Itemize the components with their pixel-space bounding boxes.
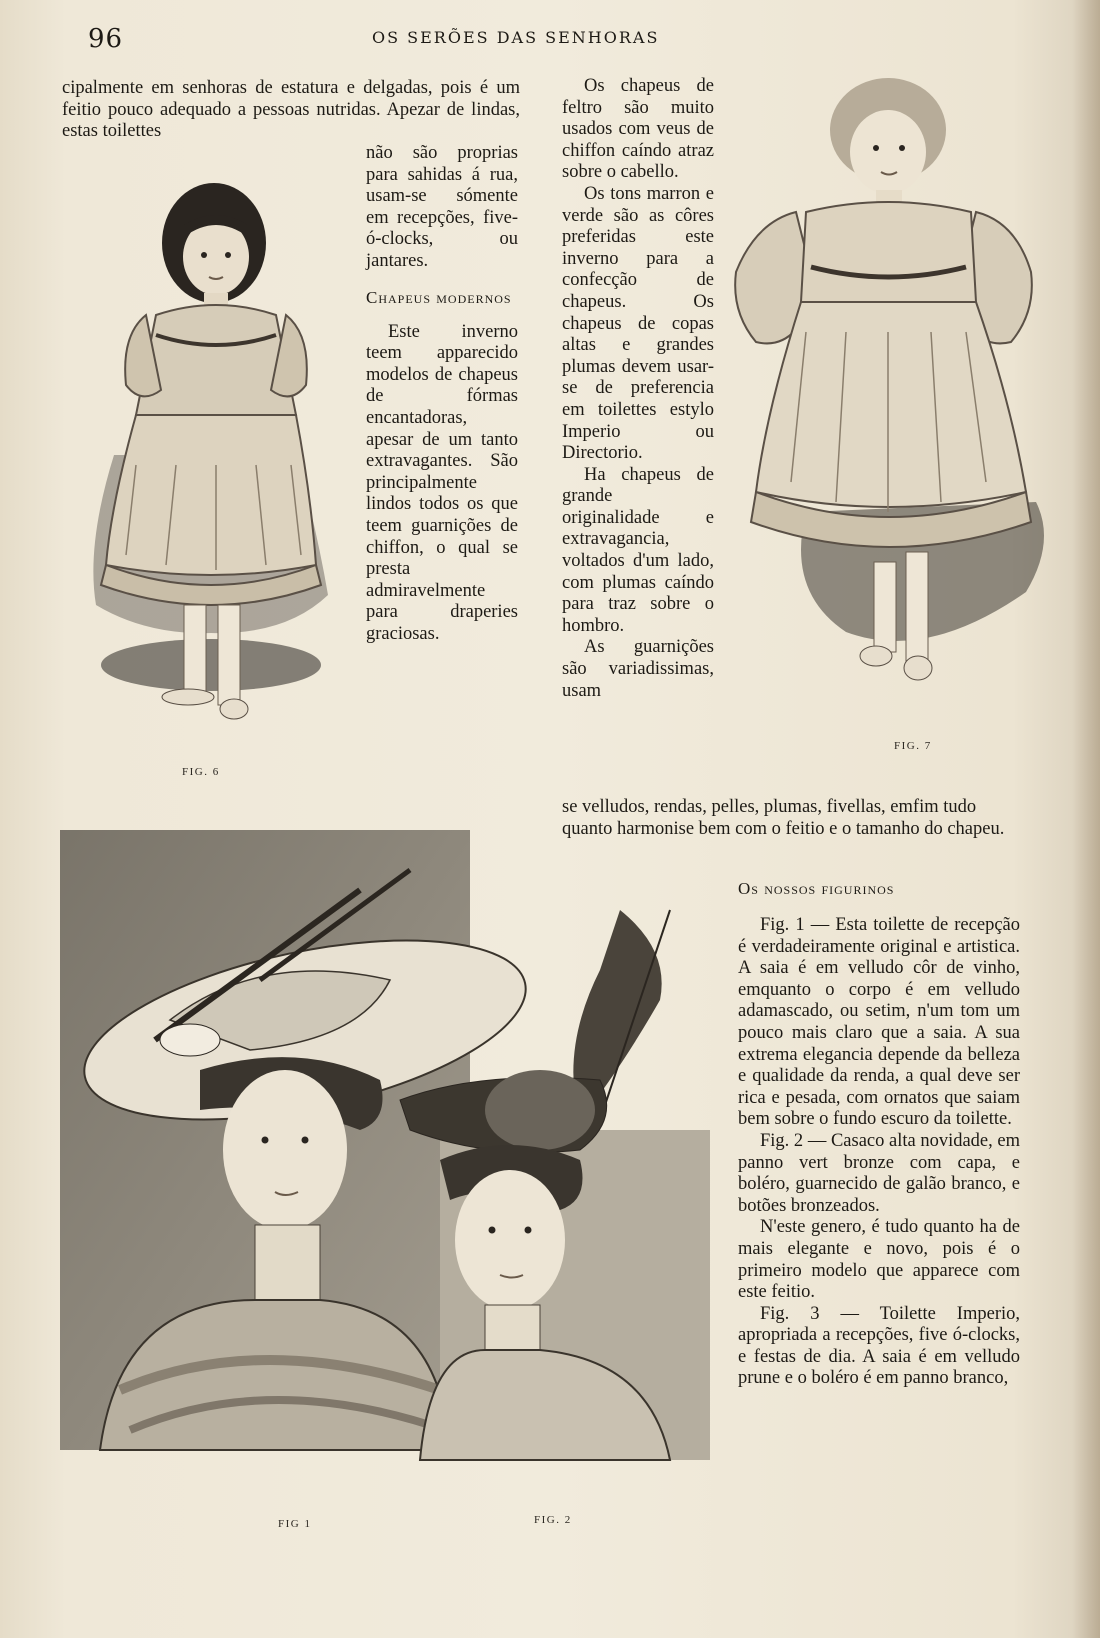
col1-intro-text: [62, 78, 520, 143]
figurinos-paragraph-2: Fig. 2 — Casaco alta novidade, em panno vert bronze com capa, e boléro, guarnecido de galão branco, e botões bronzeados.: [738, 1130, 1020, 1216]
running-header: [0, 22, 1100, 52]
fig1-caption: FIG 1: [278, 1518, 312, 1530]
chapeus-paragraph: Este inverno teem apparecido modelos de chapeus de fórmas encantadoras, apesar de um tanto extravagantes. São principalmente lindos todos os que teem guarnições de chiffon, o qual se presta admiravelmente para draperies graciosas.: [366, 321, 518, 644]
col2-paragraph-4-end: se velludos, rendas, pelles, plumas, fivellas, emfim tudo quanto harmonise bem com o feitio e o tamanho do chapeu.: [562, 797, 1005, 839]
col2-text: [562, 76, 714, 702]
figurinos-column: [738, 870, 1020, 1390]
figurinos-paragraph-1: Fig. 1 — Esta toilette de recepção é verdadeiramente original e artistica. A saia é em velludo côr de vinho, emquanto o corpo é em velludo adamascado, ou setim, n'um tom um pouco mais claro que a saia. A sua extrema elegancia depende da belleza e qualidade da renda, a qual deve ser rica e pesada, com ornatos que saiam bem sobre o fundo escuro da toilette.: [738, 915, 1020, 1130]
col1-wrap-paragraph: não são proprias para sahidas á rua, usam-se sómente em recepções, five-ó-clocks, ou jantares.: [366, 143, 518, 271]
running-title: OS SERÕES DAS SENHORAS: [372, 28, 660, 47]
fig6-caption: FIG. 6: [182, 766, 220, 778]
fig1-fig2-hats-illustration: [60, 830, 710, 1500]
col2-paragraph-2: Os tons marron e verde são as côres preferidas este inverno para a confecção de chapeus. Os chapeus de copas altas e grandes plumas devem usar-se de preferencia em toilettes estylo Imperio ou Directorio.: [562, 183, 714, 464]
col2-paragraph-3: Ha chapeus de grande originalidade e extravagancia, voltados d'um lado, com plumas caíndo para traz sobre o hombro.: [562, 464, 714, 636]
fig2-caption: FIG. 2: [534, 1514, 572, 1526]
fig6-girl-illustration: [66, 165, 356, 765]
fig7-girl-illustration: [726, 72, 1078, 732]
page-number: 96: [88, 24, 124, 54]
fig7-caption: FIG. 7: [894, 740, 932, 752]
col2-paragraph-1: Os chapeus de feltro são muito usados com veus de chiffon caíndo atraz sobre o cabello.: [562, 76, 714, 183]
figurinos-paragraph-3: N'este genero, é tudo quanto ha de mais elegante e novo, pois é o primeiro modelo que apparece com este feitio.: [738, 1217, 1020, 1303]
figurinos-paragraph-4: Fig. 3 — Toilette Imperio, apropriada a recepções, five ó-clocks, e festas de dia. A saia é em velludo prune e o boléro é em panno branco,: [738, 1303, 1020, 1389]
section-heading-figurinos: Os nossos figurinos: [738, 879, 895, 898]
col1-wrap-text: [366, 143, 518, 645]
col2-paragraph-4-start: As guarnições são variadissimas, usam: [562, 637, 714, 701]
col1-intro-paragraph: cipalmente em senhoras de estatura e delgadas, pois é um feitio pouco adequado a pessoas nutridas. Apezar de lindas, estas toilettes: [62, 78, 520, 142]
section-heading-chapeus: Chapeus modernos: [366, 287, 512, 307]
